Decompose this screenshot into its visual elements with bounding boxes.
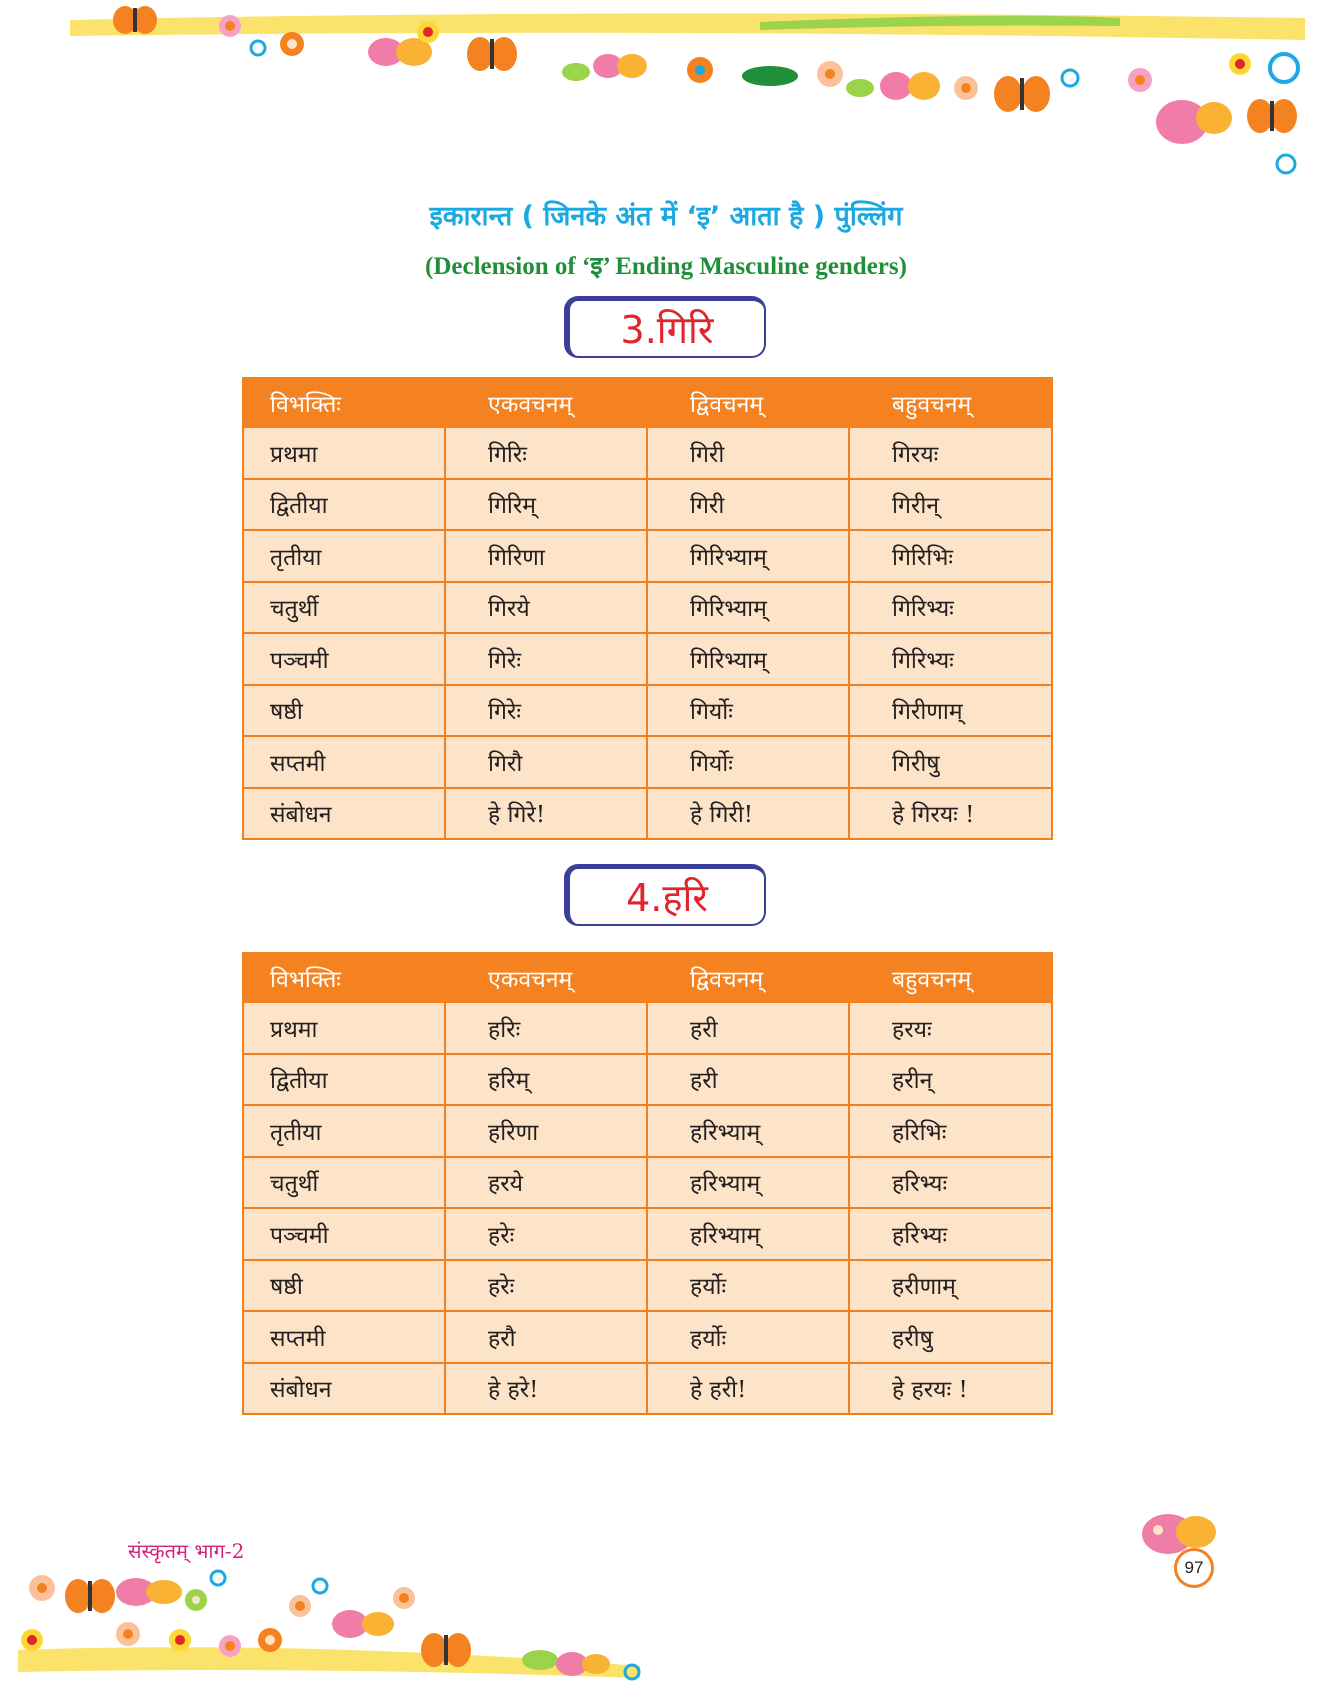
- column-header-case: विभक्तिः: [243, 953, 445, 1002]
- butterfly-icon: [880, 72, 940, 100]
- case-cell: चतुर्थी: [243, 1157, 445, 1209]
- leaf-icon: [846, 79, 874, 97]
- singular-cell: गिरिम्: [445, 479, 647, 531]
- butterfly-icon: [556, 1652, 610, 1676]
- table-row: [243, 1363, 1052, 1415]
- column-header-plural: बहुवचनम्: [849, 378, 1052, 427]
- butterfly-icon: [113, 6, 157, 34]
- butterfly-icon: [1247, 99, 1297, 133]
- column-header-singular: एकवचनम्: [445, 953, 647, 1002]
- case-cell: तृतीया: [243, 1105, 445, 1157]
- flower-icon: [393, 1587, 415, 1609]
- butterfly-icon: [467, 37, 517, 71]
- case-cell: पञ्चमी: [243, 1208, 445, 1260]
- leaf-icon: [742, 66, 798, 86]
- table-row: [243, 633, 1052, 685]
- case-cell: प्रथमा: [243, 427, 445, 479]
- case-cell: द्वितीया: [243, 1054, 445, 1106]
- butterfly-icon: [368, 38, 432, 66]
- swirl-icon: [1062, 70, 1078, 86]
- dual-cell: हरी: [647, 1002, 849, 1054]
- flower-icon: [954, 76, 978, 100]
- plural-cell: गिरीणाम्: [849, 685, 1052, 737]
- singular-cell: गिरेः: [445, 685, 647, 737]
- dual-cell: हरिभ्याम्: [647, 1105, 849, 1157]
- plural-cell: गिरीषु: [849, 736, 1052, 788]
- table-row: [243, 685, 1052, 737]
- flower-icon: [185, 1589, 207, 1611]
- case-cell: प्रथमा: [243, 1002, 445, 1054]
- flower-icon: [1229, 53, 1251, 75]
- butterfly-icon: [593, 54, 647, 78]
- plural-cell: गिरिभ्यः: [849, 633, 1052, 685]
- plural-cell: हरीन्: [849, 1054, 1052, 1106]
- case-cell: संबोधन: [243, 1363, 445, 1415]
- table-header-row: [243, 953, 1052, 1002]
- dual-cell: हरी: [647, 1054, 849, 1106]
- section-heading-english: (Declension of ‘इ’ Ending Masculine genders): [425, 253, 907, 280]
- flower-icon: [116, 1622, 140, 1646]
- flower-icon: [219, 15, 241, 37]
- declension-table-hari: [242, 952, 1053, 1415]
- singular-cell: हे गिरे!: [445, 788, 647, 840]
- singular-cell: गिरये: [445, 582, 647, 634]
- table-row: [243, 1157, 1052, 1209]
- leaf-icon: [562, 63, 590, 81]
- swirl-icon: [1270, 54, 1298, 82]
- case-cell: तृतीया: [243, 530, 445, 582]
- dual-cell: हे हरी!: [647, 1363, 849, 1415]
- table-row: [243, 582, 1052, 634]
- dual-cell: हरिभ्याम्: [647, 1208, 849, 1260]
- table-row: [243, 736, 1052, 788]
- table-row: [243, 1105, 1052, 1157]
- case-cell: षष्ठी: [243, 1260, 445, 1312]
- table-row: [243, 479, 1052, 531]
- flower-icon: [219, 1635, 241, 1657]
- flower-icon: [169, 1629, 191, 1651]
- section-heading-hindi: इकारान्त ( जिनके अंत में ‘इ’ आता है ) पुंल्लिंग: [429, 201, 903, 232]
- table-row: [243, 530, 1052, 582]
- flower-icon: [29, 1575, 55, 1601]
- top-decorative-border: [0, 0, 1332, 200]
- bottom-decorative-border: [0, 1540, 1332, 1692]
- dual-cell: गिरिभ्याम्: [647, 633, 849, 685]
- flower-icon: [289, 1595, 311, 1617]
- case-cell: द्वितीया: [243, 479, 445, 531]
- case-cell: षष्ठी: [243, 685, 445, 737]
- flower-icon: [280, 32, 304, 56]
- dual-cell: गिर्योः: [647, 685, 849, 737]
- table-row: [243, 1054, 1052, 1106]
- case-cell: सप्तमी: [243, 736, 445, 788]
- column-header-dual: द्विवचनम्: [647, 378, 849, 427]
- dual-cell: गिरी: [647, 427, 849, 479]
- dual-cell: हरिभ्याम्: [647, 1157, 849, 1209]
- plural-cell: गिरयः: [849, 427, 1052, 479]
- table-row: [243, 427, 1052, 479]
- plural-cell: हरिभ्यः: [849, 1157, 1052, 1209]
- plural-cell: हरीणाम्: [849, 1260, 1052, 1312]
- declension-table-giri: [242, 377, 1053, 840]
- table-row: [243, 1002, 1052, 1054]
- singular-cell: गिरिणा: [445, 530, 647, 582]
- plural-cell: हरीषु: [849, 1311, 1052, 1363]
- butterfly-icon: [1156, 100, 1232, 144]
- swirl-icon: [211, 1571, 225, 1585]
- plural-cell: हरिभ्यः: [849, 1208, 1052, 1260]
- dual-cell: गिर्योः: [647, 736, 849, 788]
- singular-cell: हरेः: [445, 1260, 647, 1312]
- leaf-icon: [522, 1650, 558, 1670]
- plural-cell: हरयः: [849, 1002, 1052, 1054]
- flower-icon: [1128, 68, 1152, 92]
- swirl-icon: [251, 41, 265, 55]
- column-header-plural: बहुवचनम्: [849, 953, 1052, 1002]
- swirl-icon: [1277, 155, 1295, 173]
- dual-cell: गिरिभ्याम्: [647, 582, 849, 634]
- case-cell: सप्तमी: [243, 1311, 445, 1363]
- butterfly-icon: [116, 1578, 182, 1606]
- dual-cell: हर्योः: [647, 1260, 849, 1312]
- dual-cell: हर्योः: [647, 1311, 849, 1363]
- singular-cell: हे हरे!: [445, 1363, 647, 1415]
- flower-icon: [687, 57, 713, 83]
- case-cell: संबोधन: [243, 788, 445, 840]
- table-row: [243, 1208, 1052, 1260]
- case-cell: पञ्चमी: [243, 633, 445, 685]
- singular-cell: हरौ: [445, 1311, 647, 1363]
- singular-cell: गिरिः: [445, 427, 647, 479]
- singular-cell: हरिम्: [445, 1054, 647, 1106]
- butterfly-icon: [421, 1633, 471, 1667]
- plural-cell: हे हरयः !: [849, 1363, 1052, 1415]
- dual-cell: गिरिभ्याम्: [647, 530, 849, 582]
- dual-cell: गिरी: [647, 479, 849, 531]
- singular-cell: हरये: [445, 1157, 647, 1209]
- plural-cell: गिरीन्: [849, 479, 1052, 531]
- singular-cell: हरिः: [445, 1002, 647, 1054]
- butterfly-icon: [332, 1610, 394, 1638]
- dual-cell: हे गिरी!: [647, 788, 849, 840]
- swirl-icon: [313, 1579, 327, 1593]
- flower-icon: [258, 1628, 282, 1652]
- singular-cell: हरेः: [445, 1208, 647, 1260]
- plural-cell: गिरिभिः: [849, 530, 1052, 582]
- butterfly-icon: [994, 76, 1050, 112]
- plural-cell: गिरिभ्यः: [849, 582, 1052, 634]
- plural-cell: हरिभिः: [849, 1105, 1052, 1157]
- table-title-giri: 3.गिरि: [564, 296, 766, 358]
- column-header-dual: द्विवचनम्: [647, 953, 849, 1002]
- table-header-row: [243, 378, 1052, 427]
- page-number: 97: [1174, 1548, 1214, 1588]
- footer-book-title: संस्कृतम् भाग-2: [128, 1539, 245, 1563]
- flower-icon: [417, 21, 439, 43]
- table-row: [243, 1260, 1052, 1312]
- column-header-case: विभक्तिः: [243, 378, 445, 427]
- table-title-hari: 4.हरि: [564, 864, 766, 926]
- singular-cell: हरिणा: [445, 1105, 647, 1157]
- column-header-singular: एकवचनम्: [445, 378, 647, 427]
- plural-cell: हे गिरयः !: [849, 788, 1052, 840]
- flower-icon: [21, 1629, 43, 1651]
- table-row: [243, 1311, 1052, 1363]
- case-cell: चतुर्थी: [243, 582, 445, 634]
- singular-cell: गिरेः: [445, 633, 647, 685]
- singular-cell: गिरौ: [445, 736, 647, 788]
- flower-icon: [817, 61, 843, 87]
- butterfly-icon: [65, 1579, 115, 1613]
- table-row: [243, 788, 1052, 840]
